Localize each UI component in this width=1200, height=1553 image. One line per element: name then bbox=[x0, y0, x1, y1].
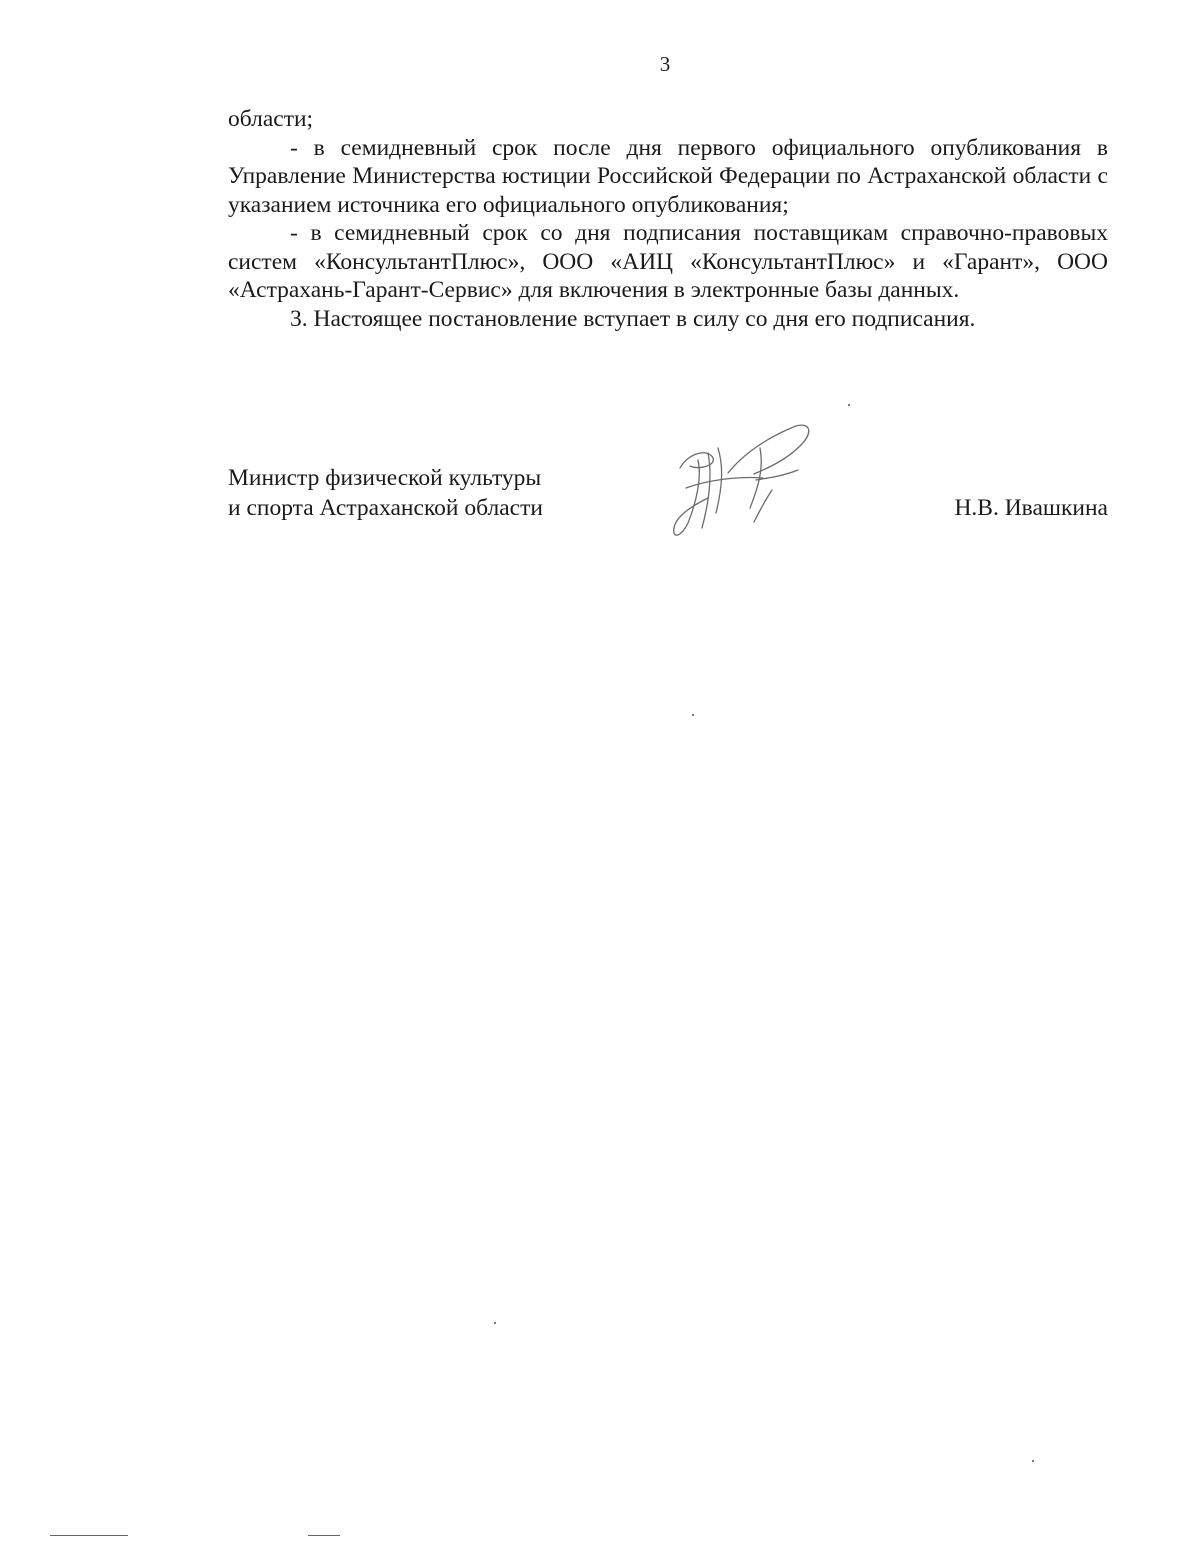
paragraph-publication-deadline: - в семидневный срок после дня первого официального опубликования в Управление Министерства юстиции Российской Федерации по Астраханской области с указанием источника его официального опубликования; bbox=[228, 134, 1108, 218]
scan-speck bbox=[494, 1322, 496, 1324]
paragraph-effective-date: 3. Настоящее постановление вступает в силу со дня его подписания. bbox=[290, 305, 976, 332]
scan-speck bbox=[1032, 1460, 1034, 1462]
scan-speck bbox=[692, 714, 694, 716]
document-body bbox=[228, 105, 1108, 333]
page-number: 3 bbox=[659, 52, 671, 76]
signer-title bbox=[228, 463, 628, 523]
scan-edge-line bbox=[50, 1535, 128, 1536]
paragraph-continuation: области; bbox=[228, 106, 314, 132]
signer-name: Н.В. Ивашкина bbox=[954, 495, 1108, 521]
scan-edge-line bbox=[308, 1535, 340, 1536]
signature-block bbox=[228, 463, 1108, 563]
paragraph-legal-systems: - в семидневный срок со дня подписания поставщикам справочно-правовых систем «КонсультантПлюс», ООО «АИЦ «КонсультантПлюс» и «Гарант», ООО «Астрахань-Гарант-Сервис» для включения в электронные базы данных. bbox=[228, 220, 1108, 303]
signer-title-line-2: и спорта Астраханской области bbox=[228, 495, 543, 521]
scan-speck bbox=[848, 404, 850, 406]
handwritten-signature bbox=[668, 418, 818, 558]
signer-title-line-1: Министр физической культуры bbox=[228, 465, 542, 491]
